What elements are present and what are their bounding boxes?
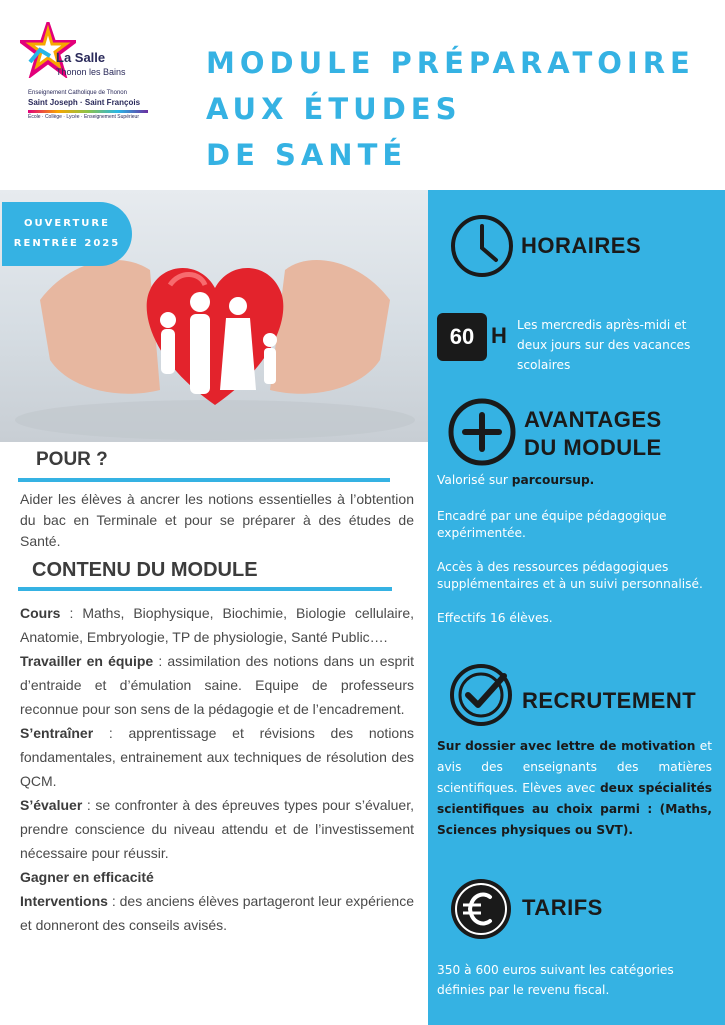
badge-line-1: OUVERTURE bbox=[24, 218, 110, 229]
recrutement-text bbox=[437, 736, 712, 841]
recrutement-bold-1: Sur dossier avec lettre de motivation bbox=[437, 739, 696, 753]
avantages-text bbox=[437, 472, 712, 627]
pour-divider bbox=[18, 478, 390, 482]
opening-badge bbox=[2, 202, 132, 266]
item-text: : assimilation des notions dans un esprit d’entraide et d’émulation saine. Equipe de professeurs reconnue pour son sens de la pédagogie et de l’encadrement. bbox=[20, 653, 414, 717]
avantages-heading bbox=[524, 406, 662, 462]
title-line-3: DE SANTÉ bbox=[206, 138, 408, 172]
item-label: Gagner en efficacité bbox=[20, 869, 154, 885]
school-logo bbox=[18, 20, 158, 130]
title-line-2: AUX ÉTUDES bbox=[206, 92, 462, 126]
item-label: Travailler en équipe bbox=[20, 653, 154, 669]
contenu-item-efficacite bbox=[20, 865, 414, 889]
contenu-item-entrainer bbox=[20, 721, 414, 793]
item-label: Cours bbox=[20, 605, 61, 621]
avantage-effectifs: Effectifs 16 élèves. bbox=[437, 610, 553, 625]
contenu-item-equipe bbox=[20, 649, 414, 721]
contenu-item-interventions bbox=[20, 889, 414, 937]
contenu-list bbox=[20, 601, 414, 937]
badge-line-2: RENTRÉE 2025 bbox=[13, 238, 121, 249]
item-text: : Maths, Biophysique, Biochimie, Biologie cellulaire, Anatomie, Embryologie, TP de physiologie, Santé Public…. bbox=[20, 605, 414, 645]
item-text: : des anciens élèves partageront leur expérience et donneront des conseils avisés. bbox=[20, 893, 414, 933]
horaires-heading: HORAIRES bbox=[521, 233, 642, 258]
plus-icon bbox=[447, 397, 517, 467]
check-badge-icon bbox=[448, 662, 514, 728]
avantage-text: Valorisé sur bbox=[437, 473, 512, 487]
item-label: Interventions bbox=[20, 893, 108, 909]
clock-icon bbox=[450, 214, 514, 278]
hours-badge: 60 bbox=[437, 313, 487, 361]
euro-icon bbox=[448, 876, 514, 942]
logo-name: La Salle bbox=[56, 50, 106, 65]
logo-place: Thonon les Bains bbox=[56, 67, 126, 77]
avantages-heading-line-1: AVANTAGES bbox=[524, 407, 662, 432]
avantage-bold: parcoursup. bbox=[511, 473, 595, 487]
avantage-parcoursup bbox=[437, 472, 712, 490]
pour-heading: POUR ? bbox=[36, 449, 108, 470]
recrutement-bold-2: deux spécialités scientifiques au choix parmi : (Maths, Sciences physiques ou SVT). bbox=[437, 781, 712, 837]
pour-text: Aider les élèves à ancrer les notions essentielles à l’obtention du bac en Terminale et pour se préparer à des études de Santé. bbox=[20, 491, 414, 549]
horaires-text: Les mercredis après-midi et deux jours sur des vacances scolaires bbox=[517, 318, 691, 372]
logo-tagline: Enseignement Catholique de Thonon bbox=[28, 90, 127, 96]
logo-levels: École · Collège · Lycée · Enseignement Supérieur bbox=[28, 114, 139, 120]
contenu-item-cours bbox=[20, 601, 414, 649]
logo-schools: Saint Joseph · Saint François bbox=[28, 98, 141, 107]
item-label: S’évaluer bbox=[20, 797, 83, 813]
hours-unit: H bbox=[491, 323, 507, 348]
avantage-ressources: Accès à des ressources pédagogiques supplémentaires et à un suivi personnalisé. bbox=[437, 559, 703, 591]
item-label: S’entraîner bbox=[20, 725, 94, 741]
recrutement-plain: et avis des enseignants des matières scientifiques. Elèves avec bbox=[437, 739, 712, 795]
contenu-heading: CONTENU DU MODULE bbox=[32, 559, 258, 581]
contenu-item-evaluer bbox=[20, 793, 414, 865]
recrutement-heading: RECRUTEMENT bbox=[522, 688, 697, 713]
item-text: : apprentissage et révisions des notions fondamentales, entrainement aux techniques de résolution des QCM. bbox=[20, 725, 414, 789]
item-text: : se confronter à des épreuves types pour s’évaluer, prendre conscience du niveau attendu et de l’investissement nécessaire pour réussir. bbox=[20, 797, 414, 861]
avantage-equipe: Encadré par une équipe pédagogique expérimentée. bbox=[437, 508, 667, 540]
tarifs-text: 350 à 600 euros suivant les catégories définies par le revenu fiscal. bbox=[437, 963, 674, 997]
logo-color-bar bbox=[28, 110, 148, 113]
page-title bbox=[206, 40, 716, 178]
title-line-1: MODULE PRÉPARATOIRE bbox=[206, 46, 695, 80]
contenu-divider bbox=[18, 587, 392, 591]
tarifs-heading: TARIFS bbox=[522, 895, 603, 920]
avantages-heading-line-2: DU MODULE bbox=[524, 435, 662, 460]
